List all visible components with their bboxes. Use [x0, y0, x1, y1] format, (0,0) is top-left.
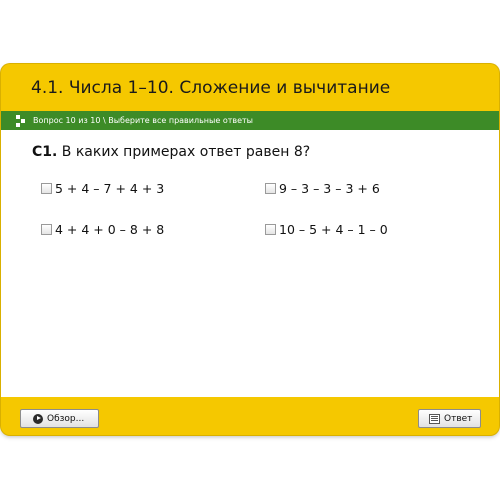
option-label: 9 – 3 – 3 – 3 + 6	[279, 181, 380, 196]
checkbox[interactable]	[265, 183, 276, 194]
play-circle-icon	[33, 414, 43, 424]
status-bar	[1, 111, 499, 130]
checkbox[interactable]	[41, 224, 52, 235]
page-title: 4.1. Числа 1–10. Сложение и вычитание	[31, 78, 391, 98]
question-area	[1, 130, 499, 397]
question-heading	[32, 144, 310, 160]
answer-option-4[interactable]	[265, 222, 388, 237]
overview-label: Обзор...	[47, 413, 85, 424]
answer-label: Ответ	[444, 413, 473, 424]
status-text: Вопрос 10 из 10 \ Выберите все правильные ответы	[33, 116, 253, 125]
answer-option-3[interactable]	[41, 222, 164, 237]
answer-option-2[interactable]	[265, 181, 380, 196]
option-label: 10 – 5 + 4 – 1 – 0	[279, 222, 388, 237]
question-text: В каких примерах ответ равен 8?	[61, 144, 311, 160]
list-icon	[429, 414, 440, 424]
question-number: С1.	[32, 144, 58, 160]
overview-button[interactable]	[20, 409, 99, 428]
answer-button[interactable]	[418, 409, 481, 428]
checkbox[interactable]	[41, 183, 52, 194]
option-label: 4 + 4 + 0 – 8 + 8	[55, 222, 165, 237]
option-label: 5 + 4 – 7 + 4 + 3	[55, 181, 165, 196]
checkbox[interactable]	[265, 224, 276, 235]
dots-icon	[16, 115, 28, 127]
answer-option-1[interactable]	[41, 181, 164, 196]
